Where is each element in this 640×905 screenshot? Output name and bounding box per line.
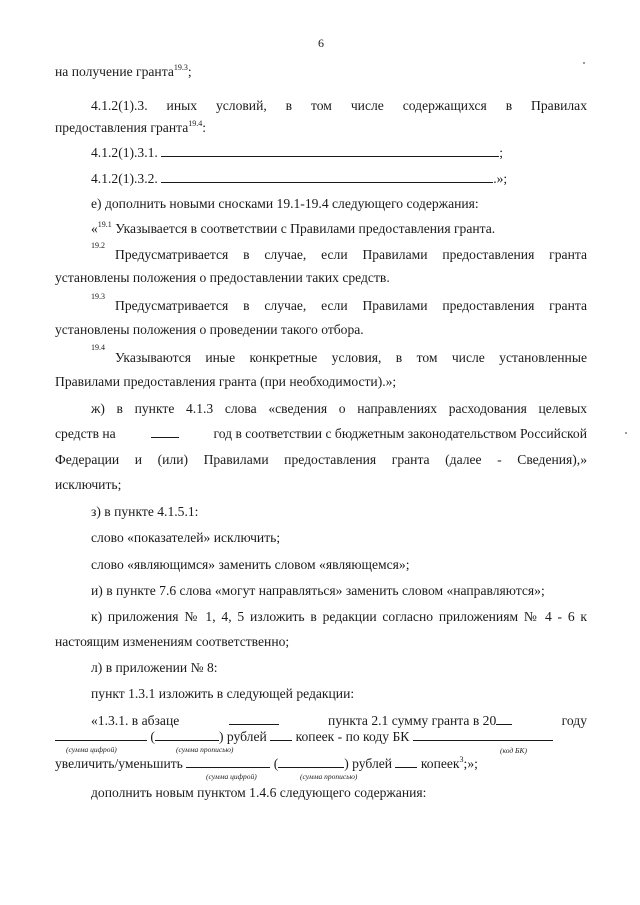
clause-label: 4.1.2(1).3.1.: [91, 145, 158, 160]
blank-line: [55, 729, 147, 741]
text: предоставления гранта: [55, 120, 189, 135]
clause-label: 4.1.2(1).3.2.: [91, 171, 158, 186]
footnote-number: 19.2: [91, 241, 105, 250]
text-line-12: Указываются иные конкретные условия, в том числе установленные: [115, 350, 587, 365]
text-line-1: [55, 64, 192, 80]
text-line-28: [55, 756, 478, 772]
page-number: 6: [318, 36, 324, 50]
text: увеличить/уменьшить: [55, 756, 183, 771]
blank-line: [413, 729, 553, 741]
blank-line: [229, 713, 279, 725]
text-line-22: к) приложения № 1, 4, 5 изложить в редакции согласно приложениям № 4 - 6 к: [91, 609, 587, 624]
blank-line: [496, 713, 512, 725]
text-group: [328, 713, 512, 729]
scan-speck: [583, 62, 585, 64]
text-line-24: л) в приложении № 8:: [91, 660, 218, 675]
text-line-5: [91, 171, 507, 187]
blank-line: [161, 145, 499, 157]
text: Указывается в соответствии с Правилами предоставления гранта.: [115, 221, 496, 236]
text: (: [150, 729, 155, 744]
field-caption-amount-digits: (сумма цифрой): [206, 772, 257, 781]
text: копеек - по коду БК: [295, 729, 410, 744]
footnote-ref: 19.3: [173, 63, 188, 72]
blank-line: [186, 756, 270, 768]
text: ;»;: [463, 756, 478, 771]
text-line-15: [55, 426, 587, 442]
blank-line: [270, 729, 292, 741]
text: ;: [499, 145, 504, 160]
field-caption-amount-words: (сумма прописью): [300, 772, 358, 781]
footnote-number: 19.3: [91, 292, 105, 301]
text: ) рублей: [218, 729, 267, 744]
text-line-14: ж) в пункте 4.1.3 слова «сведения о направлениях расходования целевых: [91, 401, 587, 416]
text-line-11: установлены положения о проведении такого отбора.: [55, 322, 364, 337]
text: год в соответствии с бюджетным законодательством Российской: [213, 426, 587, 441]
text-line-29: дополнить новым пунктом 1.4.6 следующего содержания:: [91, 785, 427, 800]
scan-speck: [625, 432, 627, 434]
blank-line: [278, 756, 344, 768]
blank-line: [161, 171, 493, 183]
text-line-26: [91, 713, 587, 729]
text-line-3: [55, 120, 206, 136]
text-line-21: и) в пункте 7.6 слова «могут направляться» заменить словом «направляются»;: [91, 583, 545, 598]
text-line-19: слово «показателей» исключить;: [91, 530, 281, 545]
text-line-4: [91, 145, 503, 161]
text-line-9: установлены положения о предоставлении таких средств.: [55, 270, 390, 285]
text: «: [91, 221, 98, 236]
blank-line: [395, 756, 417, 768]
footnote-ref: 3: [459, 755, 464, 764]
text: средств на: [55, 426, 116, 441]
text-line-25: пункт 1.3.1 изложить в следующей редакции:: [91, 686, 355, 701]
text: копеек: [420, 756, 460, 771]
field-caption-amount-digits: (сумма цифрой): [66, 745, 117, 754]
text-line-2: 4.1.2(1).3. иных условий, в том числе содержащихся в Правилах: [91, 98, 587, 113]
text: (: [273, 756, 279, 771]
text-line-13: Правилами предоставления гранта (при необходимости).»;: [55, 374, 397, 389]
blank-line: [155, 729, 219, 741]
text-line-10: Предусматривается в случае, если Правилами предоставления гранта: [115, 298, 587, 313]
text: на получение гранта: [55, 64, 174, 79]
text-line-7: [91, 221, 495, 237]
text: ) рублей: [344, 756, 393, 771]
text: :: [202, 120, 207, 135]
text: .»;: [493, 171, 508, 186]
footnote-number: 19.1: [97, 220, 112, 229]
text-line-16: Федерации и (или) Правилами предоставления гранта (далее - Сведения),»: [55, 452, 587, 467]
text-line-20: слово «являющимся» заменить словом «являющемся»;: [91, 557, 410, 572]
text-line-23: настоящим изменениям соответственно;: [55, 634, 290, 649]
blank-line: [151, 426, 179, 438]
text: ;: [187, 64, 192, 79]
text: году: [561, 713, 587, 728]
text-line-17: исключить;: [55, 477, 122, 492]
text-line-6: е) дополнить новыми сносками 19.1-19.4 следующего содержания:: [91, 196, 479, 211]
footnote-number: 19.4: [91, 343, 105, 352]
text-line-27: [55, 729, 553, 745]
footnote-ref: 19.4: [188, 119, 203, 128]
text: пункта 2.1 сумму гранта в 20: [328, 713, 497, 728]
field-caption-bk-code: (код БК): [500, 746, 527, 755]
text-line-18: з) в пункте 4.1.5.1:: [91, 504, 199, 519]
text-line-8: Предусматривается в случае, если Правилами предоставления гранта: [115, 247, 587, 262]
text: «1.3.1. в абзаце: [91, 713, 180, 728]
field-caption-amount-words: (сумма прописью): [176, 745, 234, 754]
